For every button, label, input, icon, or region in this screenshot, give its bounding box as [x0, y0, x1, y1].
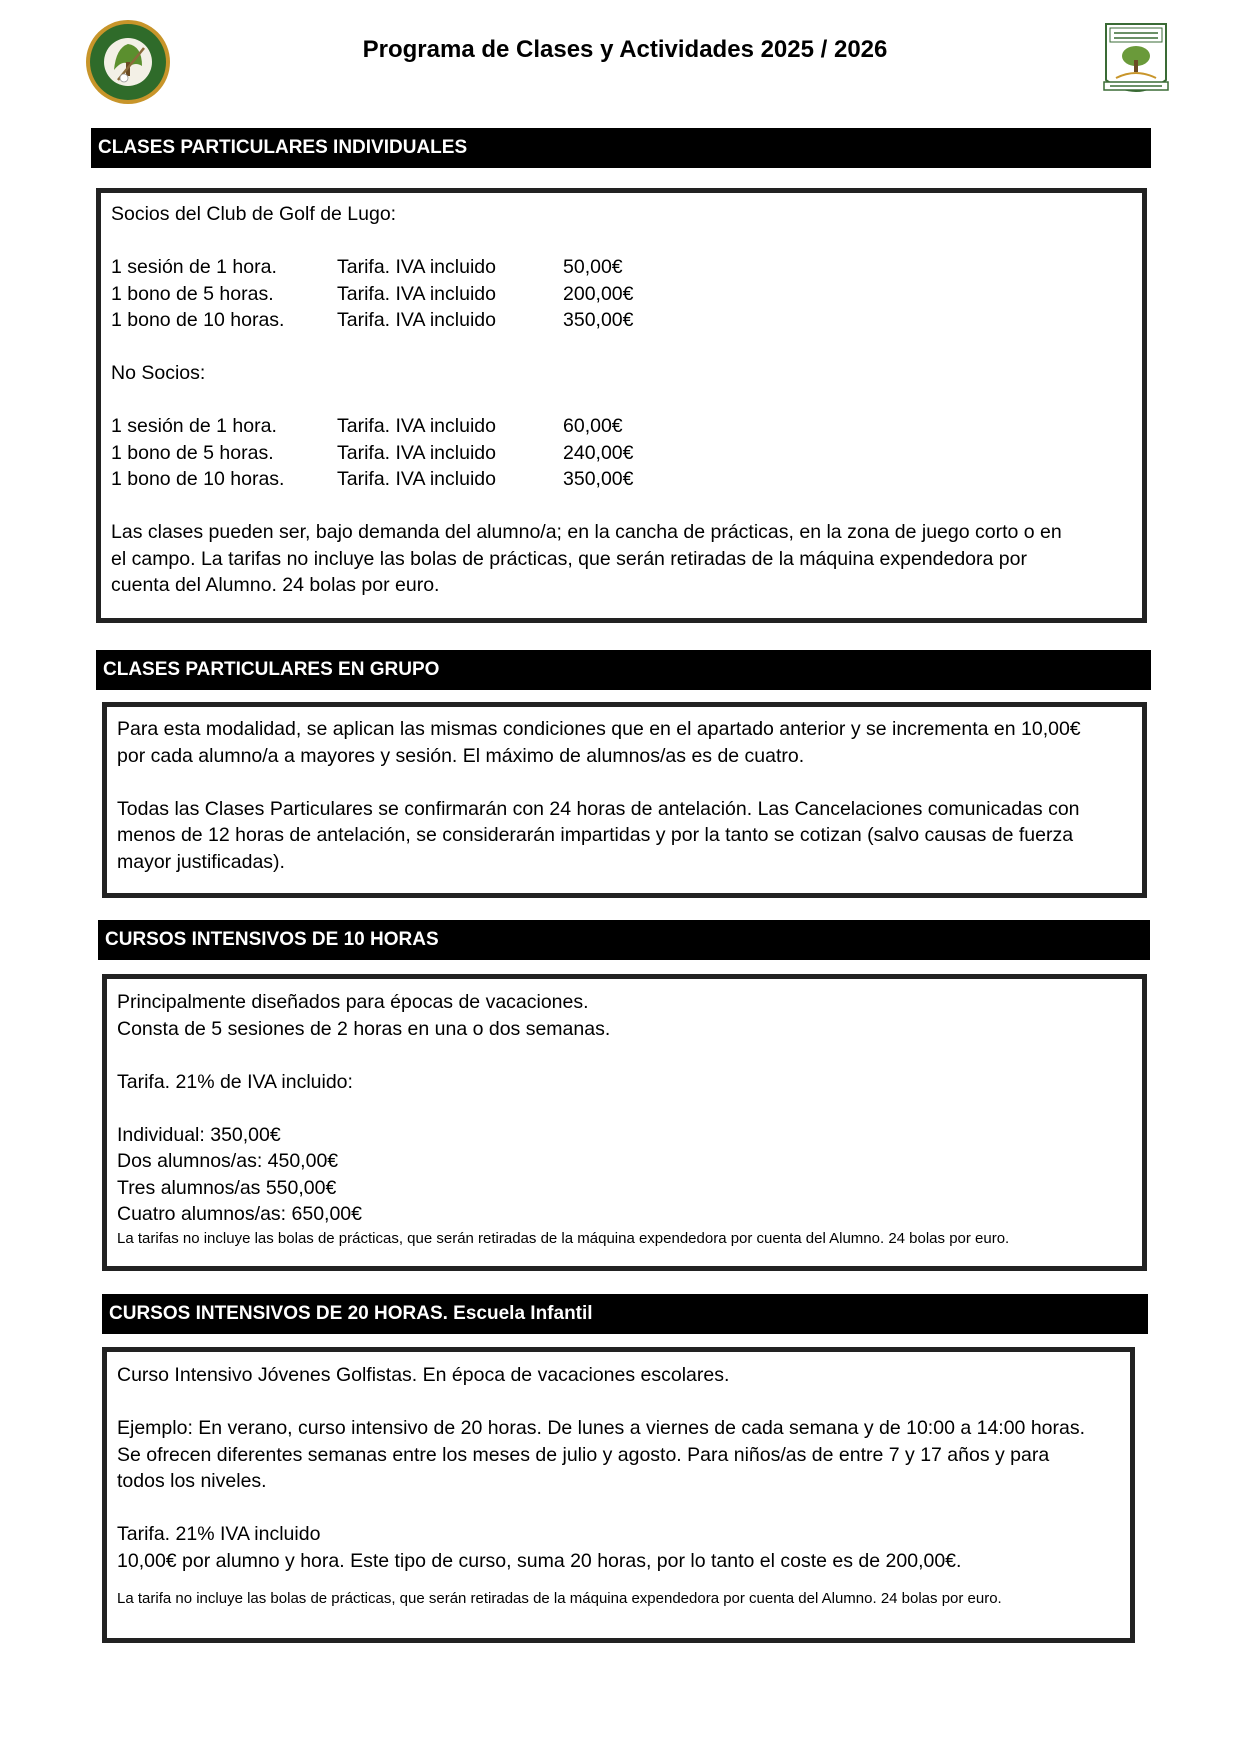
- nosocios-label: No Socios:: [111, 362, 206, 384]
- tarifa-detail: 10,00€ por alumno y hora. Este tipo de curso, suma 20 horas, por lo tanto el coste es de 200,00€.: [117, 1549, 962, 1572]
- price-row-tarifa: Tarifa. IVA incluido: [337, 282, 496, 305]
- price-row-name: 1 bono de 10 horas.: [111, 468, 285, 490]
- price-row-tarifa: Tarifa. IVA incluido: [337, 441, 496, 464]
- price-row-tarifa: Tarifa. IVA incluido: [337, 309, 496, 331]
- paragraph-line: Para esta modalidad, se aplican las mismas condiciones que en el apartado anterior y se incrementa en 10,00€: [117, 718, 1081, 740]
- price-row-price: 50,00€: [563, 256, 623, 278]
- note-line: Las clases pueden ser, bajo demanda del alumno/a; en la cancha de prácticas, en la zona de juego corto o en: [111, 521, 1062, 543]
- example-line: Ejemplo: En verano, curso intensivo de 20 horas. De lunes a viernes de cada semana y de 10:00 a 14:00 horas.: [117, 1417, 1086, 1439]
- section-heading-individuales: CLASES PARTICULARES INDIVIDUALES: [91, 128, 1151, 168]
- paragraph-line: por cada alumno/a a mayores y sesión. El máximo de alumnos/as es de cuatro.: [117, 744, 805, 767]
- price-row: [111, 413, 1142, 440]
- price-row: [111, 466, 1142, 493]
- section-heading-intensivo-20: CURSOS INTENSIVOS DE 20 HORAS. Escuela Infantil: [102, 1294, 1148, 1334]
- price-row-name: 1 bono de 5 horas.: [111, 282, 274, 305]
- academia-lugo-golf-logo: [1100, 20, 1172, 104]
- example-line: Se ofrecen diferentes semanas entre los meses de julio y agosto. Para niños/as de entre 7 y 17 años y para: [117, 1443, 1050, 1466]
- price-row-tarifa: Tarifa. IVA incluido: [337, 256, 496, 278]
- page-title: Programa de Clases y Actividades 2025 / 2026: [362, 36, 888, 63]
- intro-line: Curso Intensivo Jóvenes Golfistas. En época de vacaciones escolares.: [117, 1364, 730, 1386]
- club-golf-lugo-logo: [84, 18, 172, 106]
- section-heading-intensivo-10: CURSOS INTENSIVOS DE 10 HORAS: [98, 920, 1150, 960]
- price-row-price: 60,00€: [563, 415, 623, 437]
- small-note: La tarifa no incluye las bolas de prácticas, que serán retiradas de la máquina expendedora por cuenta del Alumno. 24 bolas por euro.: [117, 1590, 1002, 1607]
- price-row: [111, 307, 1142, 334]
- price-row-price: 200,00€: [563, 282, 634, 305]
- price-line: Cuatro alumnos/as: 650,00€: [117, 1203, 362, 1225]
- price-row-tarifa: Tarifa. IVA incluido: [337, 415, 496, 437]
- price-row-price: 240,00€: [563, 441, 634, 464]
- example-line: todos los niveles.: [117, 1470, 267, 1492]
- paragraph-line: menos de 12 horas de antelación, se considerarán impartidas y por la tanto se cotizan (salvo causas de fuerza: [117, 824, 1074, 846]
- price-row-name: 1 bono de 10 horas.: [111, 309, 285, 331]
- section-heading-grupo: CLASES PARTICULARES EN GRUPO: [96, 650, 1151, 690]
- price-row: [111, 440, 1142, 467]
- small-note: La tarifas no incluye las bolas de prácticas, que serán retiradas de la máquina expendedora por cuenta del Alumno. 24 bolas por euro.: [117, 1229, 1010, 1247]
- price-row-name: 1 sesión de 1 hora.: [111, 256, 277, 278]
- price-row: [111, 281, 1142, 308]
- price-line: Individual: 350,00€: [117, 1123, 281, 1146]
- price-row-name: 1 sesión de 1 hora.: [111, 415, 277, 437]
- note-line: cuenta del Alumno. 24 bolas por euro.: [111, 574, 440, 596]
- price-line: Dos alumnos/as: 450,00€: [117, 1150, 339, 1172]
- note-line: el campo. La tarifas no incluye las bolas de prácticas, que serán retiradas de la máquina expendedora por: [111, 547, 1027, 570]
- intro-line: Consta de 5 sesiones de 2 horas en una o dos semanas.: [117, 1017, 611, 1040]
- tarifa-label: Tarifa. 21% de IVA incluido:: [117, 1070, 353, 1093]
- section-box-individuales: [96, 188, 1147, 623]
- price-row: [111, 254, 1142, 281]
- paragraph-line: Todas las Clases Particulares se confirmarán con 24 horas de antelación. Las Cancelaciones comunicadas con: [117, 797, 1080, 820]
- tarifa-label: Tarifa. 21% IVA incluido: [117, 1523, 321, 1545]
- section-box-grupo: [102, 702, 1147, 898]
- intro-line: Principalmente diseñados para épocas de vacaciones.: [117, 991, 589, 1013]
- price-row-name: 1 bono de 5 horas.: [111, 441, 274, 464]
- paragraph-line: mayor justificadas).: [117, 850, 285, 873]
- price-line: Tres alumnos/as 550,00€: [117, 1176, 337, 1199]
- socios-label: Socios del Club de Golf de Lugo:: [111, 203, 397, 225]
- price-row-tarifa: Tarifa. IVA incluido: [337, 468, 496, 490]
- section-box-intensivo-10: [102, 974, 1147, 1271]
- price-row-price: 350,00€: [563, 309, 634, 331]
- price-row-price: 350,00€: [563, 468, 634, 490]
- section-box-intensivo-20: [102, 1347, 1135, 1643]
